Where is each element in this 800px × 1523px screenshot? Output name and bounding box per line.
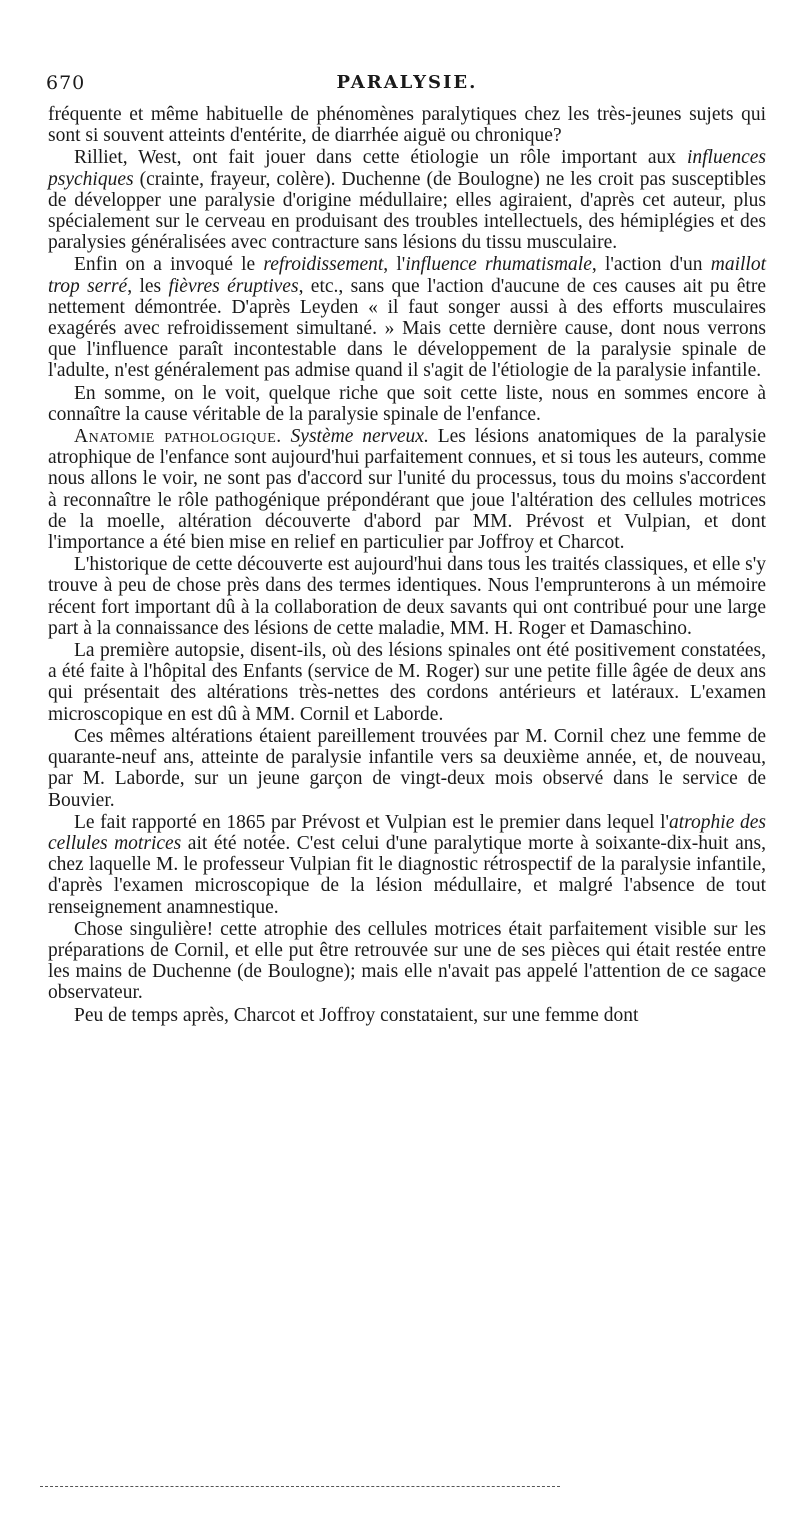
paragraph <box>48 726 766 811</box>
paragraph <box>48 640 766 725</box>
text-run: , l'action d'un <box>591 254 711 276</box>
paragraph <box>48 426 766 553</box>
section-heading: Anatomie pathologique. <box>74 426 282 448</box>
text-run: Peu de temps après, Charcot et Joffroy constataient, sur une femme dont <box>74 1004 639 1026</box>
italic-text: influences psychiques <box>48 147 766 190</box>
text-run: Le fait rapporté en 1865 par Prévost et Vulpian est le premier dans lequel l' <box>74 811 670 833</box>
text-run: La première autopsie, disent-ils, où des lésions spinales ont été positivement constatées, a été faite à l'hôpital des Enfants (service de M. Roger) sur une petite fille âgée de deux ans qui présentait des altérations très-nettes des cordons antérieurs et latéraux. L'examen microscopique en est dû à MM. Cornil et Laborde. <box>48 640 766 725</box>
text-run: Ces mêmes altérations étaient pareillement trouvées par M. Cornil chez une femme de quarante-neuf ans, atteinte de paralysie infantile vers sa deuxième année, et, de nouveau, par M. Laborde, sur un jeune garçon de vingt-deux mois observé dans le service de Bouvier. <box>48 725 766 811</box>
text-run: fréquente et même habituelle de phénomènes paralytiques chez les très-jeunes sujets qui sont si souvent atteints d'entérite, de diarrhée aiguë ou chronique? <box>48 104 766 147</box>
paragraph <box>48 554 766 639</box>
paragraph <box>48 254 766 381</box>
body-text <box>48 104 766 1026</box>
italic-text: refroidissement <box>263 254 384 276</box>
paragraph <box>48 1005 766 1026</box>
text-run: En somme, on le voit, quelque riche que soit cette liste, nous en sommes encore à connaître la cause véritable de la paralysie spinale de l'enfance. <box>48 382 766 425</box>
italic-text: fièvres éruptives <box>168 275 299 297</box>
paragraph <box>48 383 766 425</box>
page-header <box>46 72 768 102</box>
page-number: 670 <box>46 72 86 94</box>
text-run: , l' <box>383 254 406 276</box>
italic-text: Système nerveux. <box>290 426 429 448</box>
italic-text: influence rhumatismale <box>405 254 592 276</box>
paragraph <box>48 104 766 146</box>
text-run: L'historique de cette découverte est aujourd'hui dans tous les traités classiques, et elle s'y trouve à peu de chose près dans des termes identiques. Nous l'emprunterons à un mémoire récent fort important dû à la collaboration de deux savants qui ont contribué pour une large part à la connaissance des lésions de cette maladie, MM. H. Roger et Damaschino. <box>48 554 766 639</box>
footer-rule <box>40 1486 560 1487</box>
text-run: Les lésions anatomiques de la paralysie atrophique de l'enfance sont aujourd'hui parfaitement connues, et si tous les auteurs, comme nous allons le voir, ne sont pas d'accord sur l'unité du processus, tous du moins s'accordent à reconnaître le rôle pathogénique prépondérant que joue l'altération des cellules motrices de la moelle, altération découverte d'abord par MM. Prévost et Vulpian, et dont l'importance a été bien mise en relief en particulier par Joffroy et Charcot. <box>48 426 766 554</box>
italic-text: atrophie des cellules motrices <box>48 811 766 854</box>
text-run: Enfin on a invoqué le <box>74 254 264 276</box>
paragraph <box>48 147 766 253</box>
paragraph <box>48 812 766 918</box>
text-run: Chose singulière! cette atrophie des cellules motrices était parfaitement visible sur les préparations de Cornil, et elle put être retrouvée sur une de ses pièces qui était restée entre les mains de Duchenne (de Boulogne); mais elle n'avait pas appelé l'attention de ce sagace observateur. <box>48 918 766 1004</box>
text-run: , les <box>127 275 169 297</box>
text-run: Rilliet, West, ont fait jouer dans cette étiologie un rôle important aux <box>74 147 687 169</box>
text-run: ait été notée. C'est celui d'une paralytique morte à soixante-dix-huit ans, chez laquelle M. le professeur Vulpian fit le diagnostic rétrospectif de la paralysie infantile, d'après l'examen microscopique de la lésion médullaire, et malgré l'absence de tout renseignement anamnestique. <box>48 832 766 918</box>
text-run: , etc., sans que l'action d'aucune de ces causes ait pu être nettement démontrée. D'après Leyden « il faut songer aussi à des efforts musculaires exagérés avec refroidissement simultané. » Mais cette dernière cause, dont nous verrons que l'influence paraît incontestable dans le développement de la paralysie spinale de l'adulte, n'est généralement pas admise quand il s'agit de l'étiologie de la paralysie infantile. <box>48 275 767 382</box>
italic-text: maillot trop serré <box>48 254 766 297</box>
text-run: (crainte, frayeur, colère). Duchenne (de Boulogne) ne les croit pas susceptibles de développer une paralysie d'origine médullaire; elles agiraient, d'après cet auteur, plus spécialement sur le cerveau en produisant des troubles intellectuels, des hémiplégies et des paralysies généralisées avec contracture sans lésions du tissu musculaire. <box>48 168 766 254</box>
paragraph <box>48 919 766 1004</box>
text-run <box>282 426 291 447</box>
running-title: PARALYSIE. <box>336 72 478 93</box>
